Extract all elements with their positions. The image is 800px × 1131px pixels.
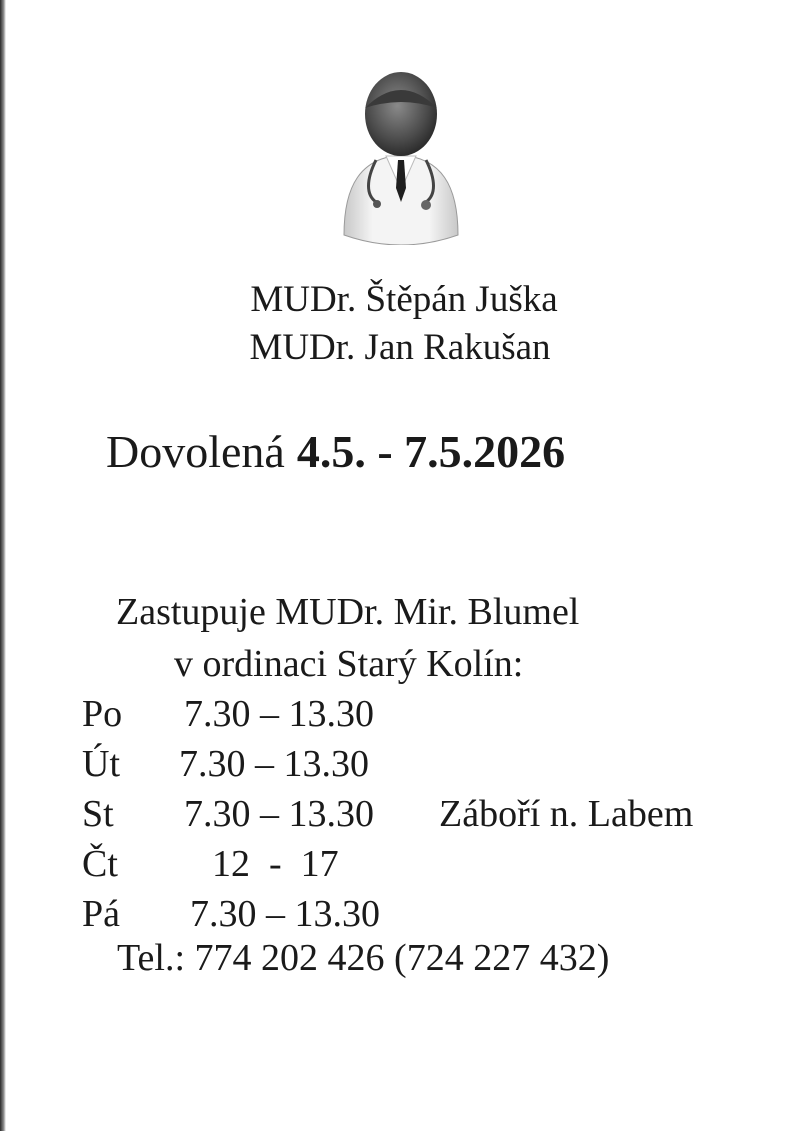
hours-time: 7.30 – 13.30	[190, 893, 380, 935]
vacation-dates: 4.5. - 7.5.2026	[296, 426, 566, 477]
hours-day: St	[82, 793, 114, 835]
hours-note: Záboří n. Labem	[439, 793, 694, 835]
hours-day: Pá	[82, 893, 120, 935]
vacation-label: Dovolená	[106, 426, 285, 477]
hours-time: 12 - 17	[212, 843, 339, 885]
scan-edge-shadow	[0, 0, 6, 1131]
substitute-location: v ordinaci Starý Kolín:	[174, 643, 524, 685]
hours-day: Čt	[82, 843, 118, 885]
vacation-notice	[106, 425, 565, 478]
doctor-names	[0, 276, 800, 372]
hours-day: Út	[82, 743, 120, 785]
hours-time: 7.30 – 13.30	[179, 743, 369, 785]
doctor-avatar-icon	[336, 70, 466, 245]
hours-day: Po	[82, 693, 123, 735]
hours-time: 7.30 – 13.30	[184, 793, 374, 835]
doctor-name-2: MUDr. Jan Rakušan	[249, 327, 551, 368]
hours-time: 7.30 – 13.30	[184, 693, 374, 735]
doctor-name-1: MUDr. Štěpán Juška	[250, 279, 558, 320]
phone-number: Tel.: 774 202 426 (724 227 432)	[117, 937, 610, 979]
substitute-doctor: Zastupuje MUDr. Mir. Blumel	[116, 591, 580, 633]
